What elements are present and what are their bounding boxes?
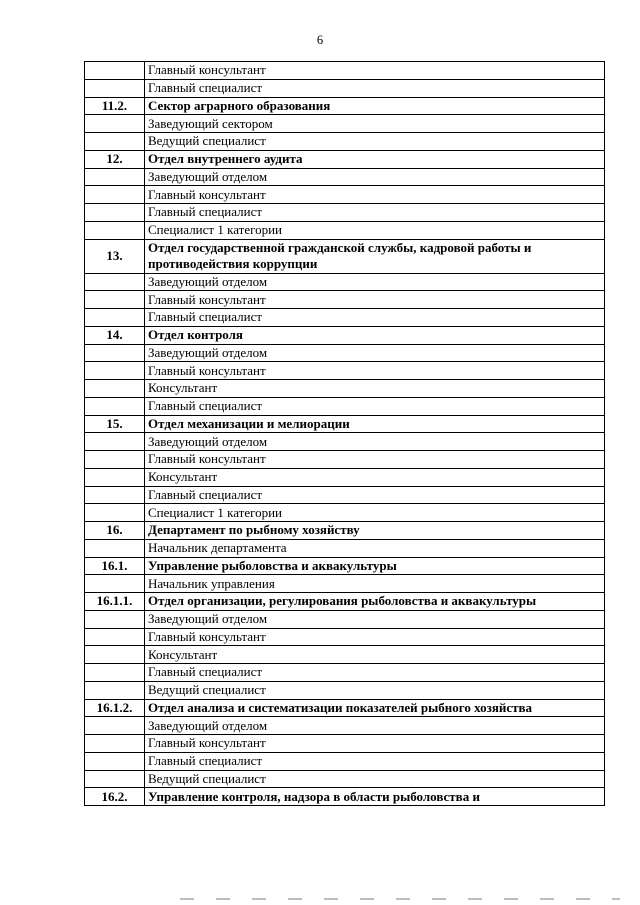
table-row [85,221,605,239]
table-body [85,62,605,806]
table-row [85,539,605,557]
position-title: Главный консультант [145,62,605,80]
position-title: Главный специалист [145,486,605,504]
position-title: Главный консультант [145,291,605,309]
position-title: Ведущий специалист [145,770,605,788]
table-row [85,770,605,788]
row-number [85,344,145,362]
row-number [85,362,145,380]
table-section-row [85,97,605,115]
table-row [85,309,605,327]
table-section-row [85,326,605,344]
table-row [85,204,605,222]
position-title: Главный консультант [145,628,605,646]
row-number: 13. [85,239,145,273]
row-number [85,380,145,398]
position-title: Заведующий отделом [145,168,605,186]
table-row [85,664,605,682]
row-number [85,752,145,770]
row-number: 12. [85,150,145,168]
position-title: Главный специалист [145,79,605,97]
position-title: Консультант [145,646,605,664]
row-number [85,770,145,788]
position-title: Заведующий отделом [145,273,605,291]
table-row [85,186,605,204]
footer-scan-marks [180,898,620,900]
row-number: 16. [85,522,145,540]
table-row [85,646,605,664]
staff-structure-table [84,61,605,806]
table-row [85,133,605,151]
row-number: 16.2. [85,788,145,806]
row-number [85,451,145,469]
position-title: Главный консультант [145,735,605,753]
row-number [85,575,145,593]
row-number [85,273,145,291]
table-section-row [85,788,605,806]
table-row [85,433,605,451]
table-row [85,451,605,469]
row-number: 11.2. [85,97,145,115]
position-title: Ведущий специалист [145,133,605,151]
section-title: Управление контроля, надзора в области рыболовства и [145,788,605,806]
position-title: Ведущий специалист [145,681,605,699]
table-section-row [85,522,605,540]
row-number [85,397,145,415]
position-title: Заведующий сектором [145,115,605,133]
row-number [85,646,145,664]
section-title: Сектор аграрного образования [145,97,605,115]
table-row [85,681,605,699]
row-number [85,115,145,133]
table-row [85,468,605,486]
row-number [85,717,145,735]
table-section-row [85,150,605,168]
table-section-row [85,415,605,433]
section-title: Управление рыболовства и аквакультуры [145,557,605,575]
row-number [85,309,145,327]
table-row [85,575,605,593]
table-row [85,273,605,291]
section-title: Отдел анализа и систематизации показателей рыбного хозяйства [145,699,605,717]
position-title: Заведующий отделом [145,717,605,735]
table-row [85,610,605,628]
position-title: Специалист 1 категории [145,504,605,522]
row-number [85,221,145,239]
row-number [85,62,145,80]
table-row [85,628,605,646]
table-section-row [85,557,605,575]
row-number [85,539,145,557]
position-title: Заведующий отделом [145,610,605,628]
table-row [85,486,605,504]
section-title: Отдел государственной гражданской службы, кадровой работы и противодействия коррупции [145,239,605,273]
table-section-row [85,593,605,611]
position-title: Главный специалист [145,664,605,682]
table-row [85,79,605,97]
position-title: Главный специалист [145,397,605,415]
row-number [85,468,145,486]
row-number [85,133,145,151]
table-row [85,752,605,770]
position-title: Заведующий отделом [145,344,605,362]
table-row [85,717,605,735]
row-number [85,186,145,204]
table-row [85,344,605,362]
table-row [85,397,605,415]
table-section-row [85,239,605,273]
row-number [85,79,145,97]
table-row [85,362,605,380]
position-title: Главный специалист [145,309,605,327]
position-title: Начальник управления [145,575,605,593]
row-number: 14. [85,326,145,344]
section-title: Отдел контроля [145,326,605,344]
position-title: Главный консультант [145,186,605,204]
position-title: Специалист 1 категории [145,221,605,239]
row-number [85,433,145,451]
row-number: 16.1.2. [85,699,145,717]
row-number [85,291,145,309]
row-number [85,628,145,646]
section-title: Департамент по рыбному хозяйству [145,522,605,540]
table-row [85,168,605,186]
table-row [85,115,605,133]
table-section-row [85,699,605,717]
table-row [85,62,605,80]
row-number [85,168,145,186]
row-number [85,486,145,504]
section-title: Отдел механизации и мелиорации [145,415,605,433]
position-title: Заведующий отделом [145,433,605,451]
table-row [85,735,605,753]
position-title: Главный специалист [145,752,605,770]
row-number [85,664,145,682]
row-number: 16.1.1. [85,593,145,611]
position-title: Главный консультант [145,362,605,380]
page-number: 6 [316,33,324,47]
row-number: 16.1. [85,557,145,575]
position-title: Главный специалист [145,204,605,222]
position-title: Консультант [145,468,605,486]
position-title: Главный консультант [145,451,605,469]
table-row [85,504,605,522]
row-number [85,504,145,522]
position-title: Начальник департамента [145,539,605,557]
section-title: Отдел внутреннего аудита [145,150,605,168]
row-number [85,681,145,699]
row-number [85,610,145,628]
section-title: Отдел организации, регулирования рыболовства и аквакультуры [145,593,605,611]
table-row [85,380,605,398]
row-number: 15. [85,415,145,433]
row-number [85,204,145,222]
position-title: Консультант [145,380,605,398]
table-row [85,291,605,309]
row-number [85,735,145,753]
